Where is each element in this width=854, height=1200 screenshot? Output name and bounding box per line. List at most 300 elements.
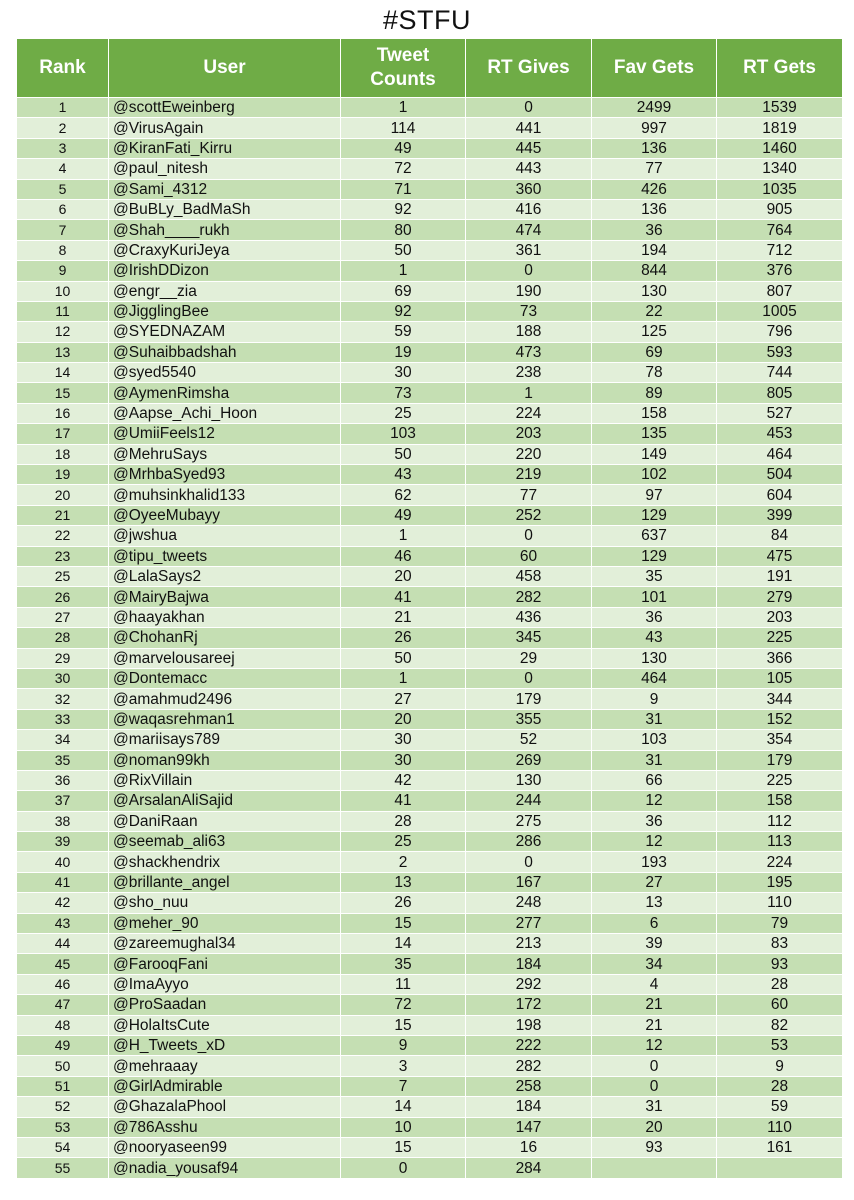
rank-cell: 54: [17, 1137, 109, 1157]
fav-gets-cell: 158: [592, 403, 717, 423]
rt-gives-cell: 0: [466, 261, 592, 281]
rank-cell: 48: [17, 1015, 109, 1035]
column-header-rt-gets: RT Gets: [717, 39, 843, 98]
rt-gives-cell: 220: [466, 444, 592, 464]
tweet-count-cell: 46: [341, 546, 466, 566]
table-row: [17, 974, 843, 994]
rt-gives-cell: 222: [466, 1035, 592, 1055]
user-cell: @engr__zia: [109, 281, 341, 301]
user-cell: @brillante_angel: [109, 872, 341, 892]
rt-gives-cell: 275: [466, 811, 592, 831]
rt-gives-cell: 443: [466, 159, 592, 179]
rt-gets-cell: 152: [717, 709, 843, 729]
rt-gives-cell: 16: [466, 1137, 592, 1157]
rt-gives-cell: 248: [466, 893, 592, 913]
rank-cell: 7: [17, 220, 109, 240]
rt-gets-cell: 59: [717, 1097, 843, 1117]
rt-gets-cell: 224: [717, 852, 843, 872]
tweet-count-cell: 3: [341, 1056, 466, 1076]
fav-gets-cell: 20: [592, 1117, 717, 1137]
table-row: [17, 832, 843, 852]
rt-gets-cell: 113: [717, 832, 843, 852]
tweet-count-cell: 49: [341, 505, 466, 525]
tweet-count-cell: 11: [341, 974, 466, 994]
fav-gets-cell: 103: [592, 730, 717, 750]
rt-gives-cell: 179: [466, 689, 592, 709]
rank-cell: 15: [17, 383, 109, 403]
fav-gets-cell: 36: [592, 607, 717, 627]
user-cell: @DaniRaan: [109, 811, 341, 831]
table-row: [17, 811, 843, 831]
rank-cell: 21: [17, 505, 109, 525]
table-row: [17, 913, 843, 933]
fav-gets-cell: 2499: [592, 98, 717, 118]
user-cell: @MehruSays: [109, 444, 341, 464]
rt-gives-cell: 73: [466, 301, 592, 321]
rt-gets-cell: 225: [717, 628, 843, 648]
fav-gets-cell: 844: [592, 261, 717, 281]
rt-gives-cell: 1: [466, 383, 592, 403]
table-row: [17, 526, 843, 546]
user-cell: @noman99kh: [109, 750, 341, 770]
rank-cell: 49: [17, 1035, 109, 1055]
fav-gets-cell: 130: [592, 648, 717, 668]
table-row: [17, 485, 843, 505]
rt-gives-cell: 203: [466, 424, 592, 444]
fav-gets-cell: 89: [592, 383, 717, 403]
tweet-count-cell: 13: [341, 872, 466, 892]
table-row: [17, 403, 843, 423]
rank-cell: 50: [17, 1056, 109, 1076]
rank-cell: 37: [17, 791, 109, 811]
user-cell: @Sami_4312: [109, 179, 341, 199]
tweet-count-cell: 30: [341, 750, 466, 770]
rt-gives-cell: 184: [466, 954, 592, 974]
rank-cell: 33: [17, 709, 109, 729]
tweet-count-cell: 10: [341, 1117, 466, 1137]
rt-gives-cell: 0: [466, 98, 592, 118]
rank-cell: 30: [17, 668, 109, 688]
tweet-count-cell: 92: [341, 199, 466, 219]
rank-cell: 3: [17, 138, 109, 158]
fav-gets-cell: 31: [592, 750, 717, 770]
fav-gets-cell: 21: [592, 1015, 717, 1035]
user-cell: @OyeeMubayy: [109, 505, 341, 525]
rank-cell: 8: [17, 240, 109, 260]
rank-cell: 19: [17, 465, 109, 485]
rt-gets-cell: 279: [717, 587, 843, 607]
table-row: [17, 342, 843, 362]
rank-cell: 1: [17, 98, 109, 118]
table-row: [17, 628, 843, 648]
fav-gets-cell: 39: [592, 934, 717, 954]
rt-gets-cell: 805: [717, 383, 843, 403]
rt-gives-cell: 282: [466, 1056, 592, 1076]
rt-gives-cell: 184: [466, 1097, 592, 1117]
rt-gets-cell: 112: [717, 811, 843, 831]
rank-cell: 53: [17, 1117, 109, 1137]
rt-gives-cell: 361: [466, 240, 592, 260]
rt-gives-cell: 198: [466, 1015, 592, 1035]
table-row: [17, 1076, 843, 1096]
table-row: [17, 709, 843, 729]
user-cell: @mariisays789: [109, 730, 341, 750]
rt-gets-cell: 764: [717, 220, 843, 240]
tweet-count-cell: 80: [341, 220, 466, 240]
rt-gets-cell: 9: [717, 1056, 843, 1076]
user-cell: @HolaItsCute: [109, 1015, 341, 1035]
fav-gets-cell: 36: [592, 811, 717, 831]
user-cell: @Aapse_Achi_Hoon: [109, 403, 341, 423]
fav-gets-cell: 136: [592, 138, 717, 158]
rt-gets-cell: 464: [717, 444, 843, 464]
rt-gives-cell: 282: [466, 587, 592, 607]
fav-gets-cell: [592, 1158, 717, 1178]
tweet-count-cell: 35: [341, 954, 466, 974]
tweet-count-cell: 114: [341, 118, 466, 138]
rt-gets-cell: 179: [717, 750, 843, 770]
rt-gets-cell: 593: [717, 342, 843, 362]
user-cell: @waqasrehman1: [109, 709, 341, 729]
rt-gets-cell: 344: [717, 689, 843, 709]
rt-gets-cell: 84: [717, 526, 843, 546]
rt-gets-cell: 1340: [717, 159, 843, 179]
fav-gets-cell: 136: [592, 199, 717, 219]
rt-gives-cell: 445: [466, 138, 592, 158]
table-row: [17, 199, 843, 219]
tweet-count-cell: 14: [341, 1097, 466, 1117]
rank-cell: 35: [17, 750, 109, 770]
rt-gives-cell: 238: [466, 363, 592, 383]
rt-gives-cell: 441: [466, 118, 592, 138]
user-cell: @GirlAdmirable: [109, 1076, 341, 1096]
table-row: [17, 118, 843, 138]
rank-cell: 26: [17, 587, 109, 607]
table-row: [17, 1137, 843, 1157]
rt-gives-cell: 345: [466, 628, 592, 648]
user-cell: @Suhaibbadshah: [109, 342, 341, 362]
fav-gets-cell: 637: [592, 526, 717, 546]
fav-gets-cell: 12: [592, 1035, 717, 1055]
fav-gets-cell: 27: [592, 872, 717, 892]
table-row: [17, 1117, 843, 1137]
table-row: [17, 281, 843, 301]
rt-gets-cell: 79: [717, 913, 843, 933]
user-cell: @SYEDNAZAM: [109, 322, 341, 342]
rt-gets-cell: 504: [717, 465, 843, 485]
rt-gives-cell: 60: [466, 546, 592, 566]
tweet-count-cell: 49: [341, 138, 466, 158]
tweet-count-cell: 15: [341, 1015, 466, 1035]
rt-gives-cell: 167: [466, 872, 592, 892]
rt-gets-cell: 82: [717, 1015, 843, 1035]
table-row: [17, 159, 843, 179]
tweet-count-cell: 19: [341, 342, 466, 362]
rank-cell: 4: [17, 159, 109, 179]
tweet-count-cell: 50: [341, 444, 466, 464]
table-row: [17, 995, 843, 1015]
rank-cell: 22: [17, 526, 109, 546]
rt-gives-cell: 224: [466, 403, 592, 423]
fav-gets-cell: 102: [592, 465, 717, 485]
rt-gets-cell: 1539: [717, 98, 843, 118]
tweet-count-cell: 21: [341, 607, 466, 627]
rt-gets-cell: 225: [717, 770, 843, 790]
table-row: [17, 934, 843, 954]
user-cell: @CraxyKuriJeya: [109, 240, 341, 260]
tweet-count-cell: 50: [341, 648, 466, 668]
user-cell: @JigglingBee: [109, 301, 341, 321]
tweet-count-cell: 92: [341, 301, 466, 321]
user-cell: @ArsalanAliSajid: [109, 791, 341, 811]
tweet-count-cell: 20: [341, 566, 466, 586]
rank-cell: 38: [17, 811, 109, 831]
rt-gives-cell: 458: [466, 566, 592, 586]
user-cell: @paul_nitesh: [109, 159, 341, 179]
table-row: [17, 1158, 843, 1178]
rt-gives-cell: 286: [466, 832, 592, 852]
rank-cell: 36: [17, 770, 109, 790]
rank-cell: 11: [17, 301, 109, 321]
fav-gets-cell: 0: [592, 1076, 717, 1096]
rt-gets-cell: 807: [717, 281, 843, 301]
fav-gets-cell: 135: [592, 424, 717, 444]
tweet-count-cell: 103: [341, 424, 466, 444]
rank-cell: 52: [17, 1097, 109, 1117]
user-cell: @ImaAyyo: [109, 974, 341, 994]
rt-gives-cell: 147: [466, 1117, 592, 1137]
fav-gets-cell: 36: [592, 220, 717, 240]
fav-gets-cell: 77: [592, 159, 717, 179]
rt-gets-cell: 60: [717, 995, 843, 1015]
rt-gives-cell: 252: [466, 505, 592, 525]
user-cell: @sho_nuu: [109, 893, 341, 913]
fav-gets-cell: 97: [592, 485, 717, 505]
rt-gets-cell: 604: [717, 485, 843, 505]
fav-gets-cell: 149: [592, 444, 717, 464]
rank-cell: 2: [17, 118, 109, 138]
user-cell: @LalaSays2: [109, 566, 341, 586]
user-cell: @GhazalaPhool: [109, 1097, 341, 1117]
rank-cell: 20: [17, 485, 109, 505]
user-cell: @nadia_yousaf94: [109, 1158, 341, 1178]
rt-gives-cell: 77: [466, 485, 592, 505]
rank-cell: 27: [17, 607, 109, 627]
rank-cell: 44: [17, 934, 109, 954]
tweet-count-cell: 7: [341, 1076, 466, 1096]
fav-gets-cell: 31: [592, 1097, 717, 1117]
rt-gives-cell: 277: [466, 913, 592, 933]
rank-cell: 42: [17, 893, 109, 913]
tweet-count-cell: 73: [341, 383, 466, 403]
user-cell: @muhsinkhalid133: [109, 485, 341, 505]
fav-gets-cell: 4: [592, 974, 717, 994]
tweet-count-cell: 25: [341, 832, 466, 852]
fav-gets-cell: 125: [592, 322, 717, 342]
tweet-count-cell: 1: [341, 98, 466, 118]
fav-gets-cell: 9: [592, 689, 717, 709]
tweet-count-cell: 15: [341, 913, 466, 933]
table-row: [17, 240, 843, 260]
rt-gives-cell: 258: [466, 1076, 592, 1096]
fav-gets-cell: 43: [592, 628, 717, 648]
table-row: [17, 587, 843, 607]
column-header-rt-gives: RT Gives: [466, 39, 592, 98]
rt-gets-cell: 28: [717, 974, 843, 994]
table-row: [17, 179, 843, 199]
table-row: [17, 138, 843, 158]
user-cell: @shackhendrix: [109, 852, 341, 872]
table-row: [17, 1035, 843, 1055]
fav-gets-cell: 69: [592, 342, 717, 362]
fav-gets-cell: 193: [592, 852, 717, 872]
rt-gets-cell: 83: [717, 934, 843, 954]
fav-gets-cell: 35: [592, 566, 717, 586]
tweet-count-cell: 2: [341, 852, 466, 872]
tweet-count-cell: 69: [341, 281, 466, 301]
tweet-count-cell: 9: [341, 1035, 466, 1055]
rt-gets-cell: 527: [717, 403, 843, 423]
user-cell: @MairyBajwa: [109, 587, 341, 607]
rt-gives-cell: 172: [466, 995, 592, 1015]
tweet-count-cell: 15: [341, 1137, 466, 1157]
fav-gets-cell: 464: [592, 668, 717, 688]
rt-gives-cell: 416: [466, 199, 592, 219]
tweet-count-cell: 26: [341, 628, 466, 648]
rt-gives-cell: 29: [466, 648, 592, 668]
rt-gets-cell: 744: [717, 363, 843, 383]
rt-gives-cell: 52: [466, 730, 592, 750]
table-row: [17, 954, 843, 974]
table-row: [17, 261, 843, 281]
tweet-count-cell: 20: [341, 709, 466, 729]
rank-cell: 46: [17, 974, 109, 994]
tweet-count-cell: 41: [341, 587, 466, 607]
rank-cell: 39: [17, 832, 109, 852]
fav-gets-cell: 129: [592, 546, 717, 566]
user-cell: @Shah____rukh: [109, 220, 341, 240]
fav-gets-cell: 12: [592, 791, 717, 811]
rt-gives-cell: 130: [466, 770, 592, 790]
rank-cell: 40: [17, 852, 109, 872]
rt-gets-cell: 161: [717, 1137, 843, 1157]
fav-gets-cell: 0: [592, 1056, 717, 1076]
rt-gives-cell: 355: [466, 709, 592, 729]
rt-gets-cell: 203: [717, 607, 843, 627]
user-cell: @UmiiFeels12: [109, 424, 341, 444]
leaderboard-table: [16, 38, 843, 1179]
fav-gets-cell: 66: [592, 770, 717, 790]
fav-gets-cell: 78: [592, 363, 717, 383]
user-cell: @KiranFati_Kirru: [109, 138, 341, 158]
fav-gets-cell: 22: [592, 301, 717, 321]
user-cell: @RixVillain: [109, 770, 341, 790]
table-row: [17, 750, 843, 770]
rt-gets-cell: 399: [717, 505, 843, 525]
rank-cell: 23: [17, 546, 109, 566]
rt-gets-cell: 796: [717, 322, 843, 342]
rt-gives-cell: 0: [466, 852, 592, 872]
rt-gives-cell: 292: [466, 974, 592, 994]
tweet-count-cell: 59: [341, 322, 466, 342]
user-cell: @mehraaay: [109, 1056, 341, 1076]
rt-gets-cell: 453: [717, 424, 843, 444]
rank-cell: 43: [17, 913, 109, 933]
table-row: [17, 607, 843, 627]
user-cell: @amahmud2496: [109, 689, 341, 709]
table-row: [17, 566, 843, 586]
user-cell: @VirusAgain: [109, 118, 341, 138]
rt-gives-cell: 188: [466, 322, 592, 342]
rank-cell: 25: [17, 566, 109, 586]
tweet-count-cell: 42: [341, 770, 466, 790]
table-row: [17, 546, 843, 566]
tweet-count-cell: 72: [341, 159, 466, 179]
table-row: [17, 322, 843, 342]
fav-gets-cell: 34: [592, 954, 717, 974]
tweet-count-cell: 1: [341, 261, 466, 281]
rank-cell: 34: [17, 730, 109, 750]
user-cell: @scottEweinberg: [109, 98, 341, 118]
rank-cell: 29: [17, 648, 109, 668]
tweet-count-cell: 43: [341, 465, 466, 485]
rank-cell: 13: [17, 342, 109, 362]
user-cell: @nooryaseen99: [109, 1137, 341, 1157]
tweet-count-cell: 72: [341, 995, 466, 1015]
table-row: [17, 791, 843, 811]
fav-gets-cell: 12: [592, 832, 717, 852]
user-cell: @syed5540: [109, 363, 341, 383]
fav-gets-cell: 130: [592, 281, 717, 301]
user-cell: @MrhbaSyed93: [109, 465, 341, 485]
rt-gets-cell: 105: [717, 668, 843, 688]
rt-gets-cell: 195: [717, 872, 843, 892]
rt-gets-cell: 1005: [717, 301, 843, 321]
rank-cell: 9: [17, 261, 109, 281]
header-row: [17, 39, 843, 98]
column-header-user: User: [109, 39, 341, 98]
rank-cell: 55: [17, 1158, 109, 1178]
rt-gets-cell: 191: [717, 566, 843, 586]
fav-gets-cell: 13: [592, 893, 717, 913]
rt-gets-cell: 475: [717, 546, 843, 566]
user-cell: @BuBLy_BadMaSh: [109, 199, 341, 219]
rank-cell: 17: [17, 424, 109, 444]
rank-cell: 51: [17, 1076, 109, 1096]
rank-cell: 14: [17, 363, 109, 383]
rank-cell: 47: [17, 995, 109, 1015]
rt-gets-cell: 1819: [717, 118, 843, 138]
table-row: [17, 893, 843, 913]
rt-gets-cell: 110: [717, 893, 843, 913]
table-row: [17, 383, 843, 403]
column-header-tweet-counts: Tweet Counts: [341, 39, 466, 98]
rt-gives-cell: 244: [466, 791, 592, 811]
rt-gives-cell: 473: [466, 342, 592, 362]
rt-gets-cell: 158: [717, 791, 843, 811]
rt-gets-cell: 1035: [717, 179, 843, 199]
user-cell: @H_Tweets_xD: [109, 1035, 341, 1055]
fav-gets-cell: 21: [592, 995, 717, 1015]
user-cell: @AymenRimsha: [109, 383, 341, 403]
rt-gets-cell: [717, 1158, 843, 1178]
table-row: [17, 770, 843, 790]
tweet-count-cell: 1: [341, 668, 466, 688]
table-row: [17, 301, 843, 321]
rank-cell: 10: [17, 281, 109, 301]
tweet-count-cell: 28: [341, 811, 466, 831]
fav-gets-cell: 997: [592, 118, 717, 138]
